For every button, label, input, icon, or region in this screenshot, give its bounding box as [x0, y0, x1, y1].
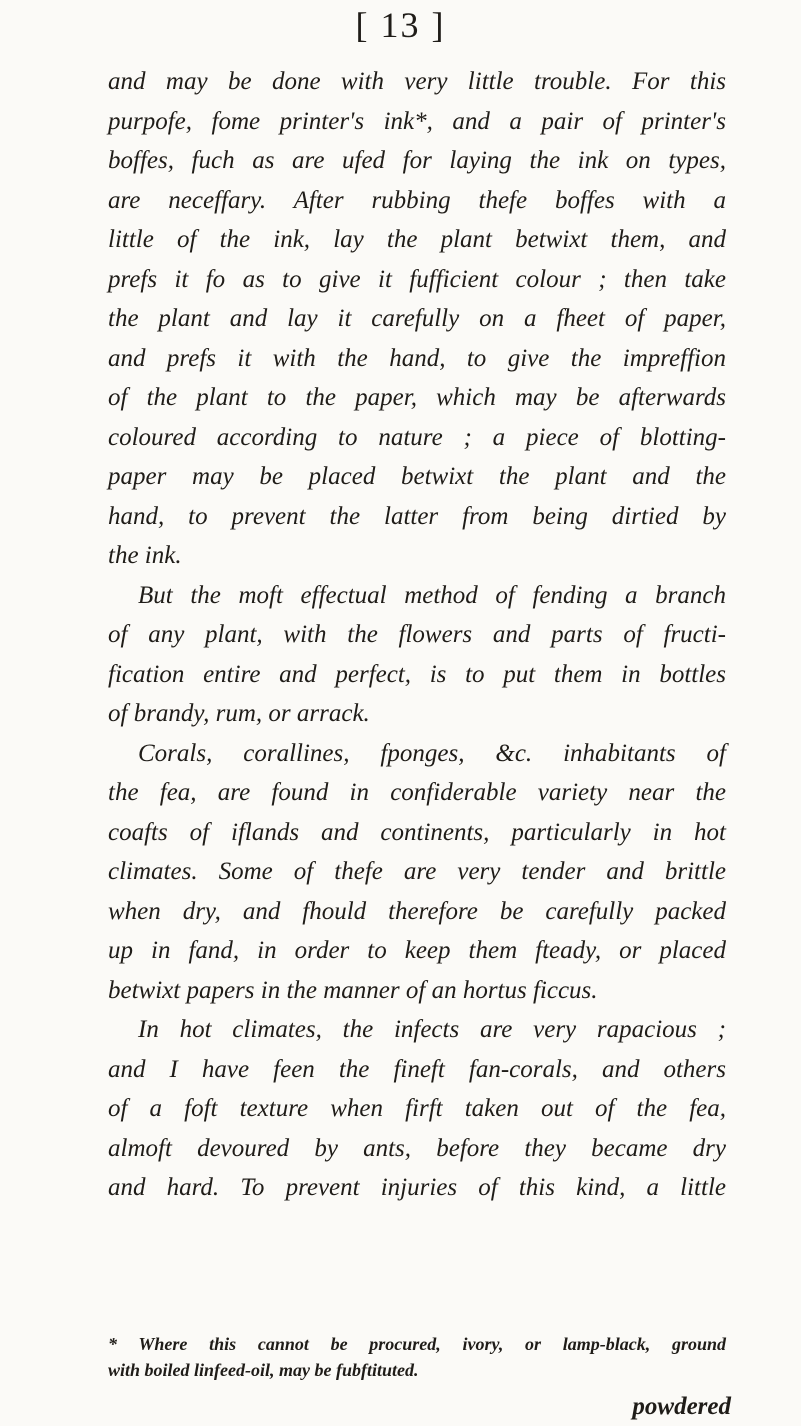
text-line: fication entire and perfect, is to put them in bottles — [108, 660, 726, 688]
text-line: and hard. To prevent injuries of this kind, a little — [108, 1174, 726, 1201]
text-line: little of the ink, lay the plant betwixt them, and — [108, 226, 726, 253]
text-line: paper may be placed betwixt the plant and the — [108, 463, 726, 490]
page-number: [ 13 ] — [355, 5, 446, 45]
footnote-line: with boiled linfeed-oil, may be fubftituted. — [108, 1360, 419, 1380]
text-line: of a foft texture when firft taken out of the fea, — [108, 1095, 726, 1122]
footnote-line: * Where this cannot be procured, ivory, or lamp-black, ground — [108, 1334, 726, 1354]
text-line: the fea, are found in confiderable variety near the — [108, 779, 726, 806]
text-line: the plant and lay it carefully on a fheet of paper, — [108, 305, 726, 332]
text-line: hand, to prevent the latter from being dirtied by — [108, 502, 726, 530]
text-line: betwixt papers in the manner of an hortus ficcus. — [108, 976, 598, 1004]
text-line: almoft devoured by ants, before they became dry — [108, 1134, 726, 1162]
text-line: the ink. — [108, 542, 182, 569]
text-line: up in fand, in order to keep them fteady, or placed — [108, 937, 726, 964]
text-line: and prefs it with the hand, to give the impreffion — [108, 344, 726, 372]
text-line: boffes, fuch as are ufed for laying the ink on types, — [108, 147, 726, 174]
text-line: purpofe, fome printer's ink*, and a pair of printer's — [108, 107, 726, 135]
text-line: of the plant to the paper, which may be afterwards — [108, 384, 726, 411]
body-text — [108, 62, 726, 1208]
text-line: prefs it fo as to give it fufficient colour ; then take — [108, 265, 726, 293]
text-line: climates. Some of thefe are very tender and brittle — [108, 858, 726, 885]
catchword: powdered — [632, 1393, 731, 1420]
text-line: and I have feen the fineft fan-corals, and others — [108, 1055, 726, 1083]
text-line: Corals, corallines, fponges, &c. inhabitants of — [138, 739, 726, 767]
text-line: coafts of iflands and continents, particularly in hot — [108, 818, 726, 846]
text-line: In hot climates, the infects are very rapacious ; — [138, 1016, 726, 1043]
text-line: and may be done with very little trouble. For this — [108, 68, 726, 95]
footnote — [108, 1331, 726, 1383]
text-line: coloured according to nature ; a piece of blotting- — [108, 423, 726, 451]
text-line: of brandy, rum, or arrack. — [108, 700, 370, 727]
text-line: are neceffary. After rubbing thefe boffes with a — [108, 186, 726, 214]
text-line: But the moft effectual method of fending a branch — [138, 581, 726, 609]
text-line: of any plant, with the flowers and parts of fructi- — [108, 621, 726, 648]
text-line: when dry, and fhould therefore be carefully packed — [108, 897, 726, 925]
